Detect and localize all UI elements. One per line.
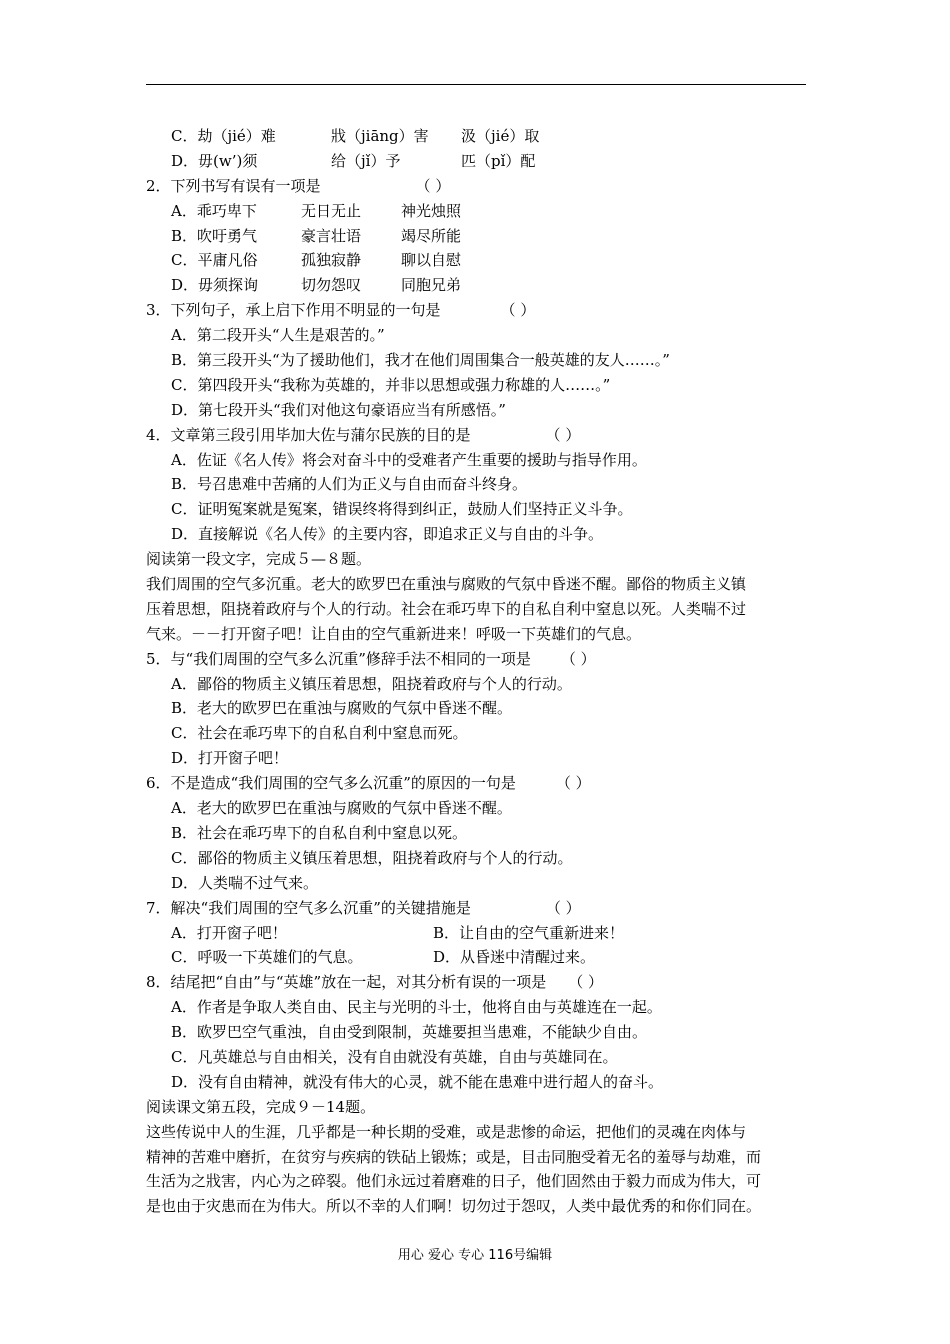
q2-option-c: C．平庸凡俗 孤独寂静 聊以自慰 (171, 251, 462, 270)
q8-option-d: D．没有自由精神，就没有伟大的心灵，就不能在患难中进行超人的奋斗。 (171, 1072, 664, 1091)
header-rule (146, 84, 806, 85)
q6-option-d: D．人类喘不过气来。 (171, 873, 319, 892)
document-body (146, 124, 826, 1219)
answer-blank: （ ） (560, 649, 596, 668)
q4-option-a: A．佐证《名人传》将会对奋斗中的受难者产生重要的援助与指导作用。 (171, 450, 647, 469)
q6-option-c: C．鄙俗的物质主义镇压着思想，阻挠着政府与个人的行动。 (171, 848, 573, 867)
reading1-passage-line: 我们周围的空气多沉重。老大的欧罗巴在重浊与腐败的气氛中昏迷不醒。鄙俗的物质主义镇 (146, 575, 747, 594)
reading2-passage-line: 精神的苦难中磨折，在贫穷与疾病的铁砧上锻炼；或是，目击同胞受着无名的羞辱与劫难，而 (146, 1147, 762, 1166)
q8-stem: 8．结尾把“自由”与“英雄”放在一起，对其分析有误的一项是 （ ） (146, 970, 826, 995)
q3-stem: 3．下列句子，承上启下作用不明显的一句是 （ ） (146, 298, 826, 323)
q8-option-a: A．作者是争取人类自由、民主与光明的斗士，他将自由与英雄连在一起。 (171, 998, 662, 1017)
reading2-passage-line: 生活为之戕害，内心为之碎裂。他们永远过着磨难的日子，他们固然由于毅力而成为伟大，可 (146, 1172, 762, 1191)
answer-blank: （ ） (545, 425, 581, 444)
q8-option-b: B．欧罗巴空气重浊，自由受到限制，英雄要担当患难，不能缺少自由。 (171, 1023, 648, 1042)
q7-stem: 7．解决“我们周围的空气多么沉重”的关键措施是 （ ） (146, 896, 826, 921)
answer-blank: （ ） (568, 973, 604, 992)
q5-option-a: A．鄙俗的物质主义镇压着思想，阻挠着政府与个人的行动。 (171, 674, 572, 693)
q4-option-b: B．号召患难中苦痛的人们为正义与自由而奋斗终身。 (171, 475, 528, 494)
reading2-passage-line: 是也由于灾患而在为伟大。所以不幸的人们啊！切勿过于怨叹，人类中最优秀的和你们同在。 (146, 1197, 762, 1216)
q3-option-c: C．第四段开头“我称为英雄的，并非以思想或强力称雄的人……。” (171, 375, 611, 394)
q7-option-d: D．从昏迷中清醒过来。 (433, 948, 596, 967)
reading1-intro: 阅读第一段文字，完成５—８题。 (146, 550, 372, 569)
answer-blank: （ ） (500, 301, 536, 320)
q3-option-d: D．第七段开头“我们对他这句豪语应当有所感悟。” (171, 400, 506, 419)
q7-options-row (146, 945, 826, 970)
q6-option-a: A．老大的欧罗巴在重浊与腐败的气氛中昏迷不醒。 (171, 799, 512, 818)
q8-option-c: C．凡英雄总与自由相关，没有自由就没有英雄，自由与英雄同在。 (171, 1047, 618, 1066)
reading2-intro: 阅读课文第五段，完成９－14题。 (146, 1097, 376, 1116)
reading2-passage-line: 这些传说中人的生涯，几乎都是一种长期的受难，或是悲惨的命运，把他们的灵魂在肉体与 (146, 1122, 747, 1141)
q7-option-a: A．打开窗子吧！ (171, 923, 287, 942)
reading1-passage-line: 气来。－－打开窗子吧！让自由的空气重新进来！呼吸一下英雄们的气息。 (146, 624, 642, 643)
q5-option-b: B．老大的欧罗巴在重浊与腐败的气氛中昏迷不醒。 (171, 699, 513, 718)
q7-option-c: C．呼吸一下英雄们的气息。 (171, 948, 363, 967)
q4-option-c: C．证明冤案就是冤案，错误终将得到纠正，鼓励人们坚持正义斗争。 (171, 500, 633, 519)
answer-blank: （ ） (415, 176, 451, 195)
q4-stem: 4．文章第三段引用毕加大佐与蒲尔民族的目的是 （ ） (146, 423, 826, 448)
q3-option-b: B．第三段开头“为了援助他们，我才在他们周围集合一般英雄的友人……。” (171, 351, 670, 370)
q2-option-b: B．吹吁勇气 豪言壮语 竭尽所能 (171, 226, 462, 245)
q2-option-d: D．毋须探询 切勿怨叹 同胞兄弟 (171, 276, 462, 295)
q5-option-d: D．打开窗子吧！ (171, 749, 289, 768)
q3-option-a: A．第二段开头“人生是艰苦的。” (171, 326, 385, 345)
q4-option-d: D．直接解说《名人传》的主要内容，即追求正义与自由的斗争。 (171, 525, 604, 544)
q6-option-b: B．社会在乖巧卑下的自私自利中窒息以死。 (171, 823, 468, 842)
q7-options-row (146, 921, 826, 946)
q5-stem: 5．与“我们周围的空气多么沉重”修辞手法不相同的一项是 （ ） (146, 647, 826, 672)
answer-blank: （ ） (545, 898, 581, 917)
q1-option-d: D．毋(w’)须 给（jǐ）予 匹（pǐ）配 (171, 151, 536, 170)
reading1-passage-line: 压着思想，阻挠着政府与个人的行动。社会在乖巧卑下的自私自利中窒息以死。人类喘不过 (146, 599, 747, 618)
q5-option-c: C．社会在乖巧卑下的自私自利中窒息而死。 (171, 724, 468, 743)
q7-option-b: B．让自由的空气重新进来！ (433, 923, 625, 942)
q2-option-a: A．乖巧卑下 无日无止 神光烛照 (171, 201, 462, 220)
answer-blank: （ ） (555, 774, 591, 793)
q6-stem: 6．不是造成“我们周围的空气多么沉重”的原因的一句是 （ ） (146, 771, 826, 796)
page-footer: 用心 爱心 专心 116号编辑 (397, 1248, 553, 1263)
q2-stem: 2．下列书写有误有一项是 （ ） (146, 174, 826, 199)
q1-option-c: C．劫（jié）难 戕（jiāng）害 汲（jié）取 (171, 127, 540, 145)
